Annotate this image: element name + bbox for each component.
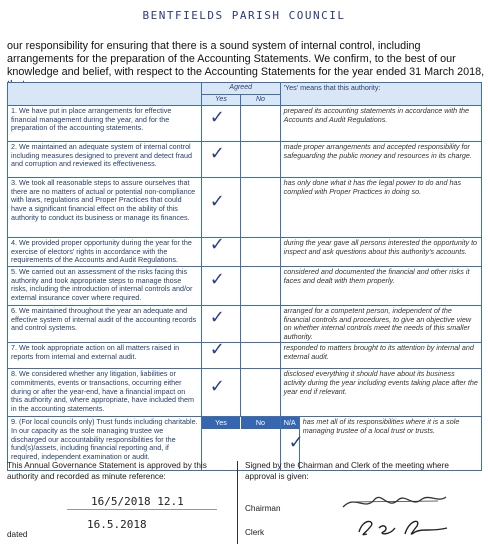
row-means: considered and documented the financial and other risks it faces and dealt with them properly. xyxy=(280,266,481,305)
row9-no: No xyxy=(241,417,279,429)
row9-yes: Yes xyxy=(202,417,241,429)
row-statement: 2. We maintained an adequate system of internal control including measures designed to prevent and detect fraud and corruption and reviewed its effectiveness. xyxy=(8,142,202,178)
row-statement: 3. We took all reasonable steps to assure ourselves that there are no matters of actual or potential non-compliance with laws, regulations and Proper Practices that could have a significant financial effect on the ability of this authority to conduct its business or manage its finances. xyxy=(8,178,202,238)
table-row xyxy=(8,369,482,417)
check-mark-icon: ✓ xyxy=(209,376,225,398)
intro-paragraph: our responsibility for ensuring that there is a sound system of internal control, including arrangements for the preparation of the Accounting Statements. We confirm, to the best of our knowledge and belief, with respect to the Accounting Statements for the year ended 31 March 2018, xyxy=(7,40,485,78)
table-row xyxy=(8,178,482,238)
yes-header: Yes xyxy=(201,94,241,106)
table-row xyxy=(8,343,482,369)
table-row xyxy=(8,106,482,142)
yes-cell xyxy=(201,106,241,142)
row9-options-inner xyxy=(202,417,280,429)
no-cell xyxy=(241,238,280,267)
row9-na: N/A xyxy=(281,417,299,429)
footer-left xyxy=(7,461,232,539)
no-cell xyxy=(241,343,280,369)
yes-cell xyxy=(201,339,241,369)
row-statement: 8. We considered whether any litigation, liabilities or commitments, events or transactions, occurring either during or after the year-end, have a financial impact on this authority and, where appropriate, have included them in the accounting statements. xyxy=(8,369,202,417)
chairman-label: Chairman xyxy=(245,504,281,513)
clerk-signature xyxy=(353,514,453,538)
check-mark-icon: ✓ xyxy=(209,143,225,165)
row-means: arranged for a competent person, independent of the financial controls and procedures, to give an objective view on whether internal controls meet the needs of this smaller authority. xyxy=(280,305,481,342)
table-row xyxy=(8,238,482,267)
row-means: made proper arrangements and accepted responsibility for safeguarding the public money and resources in its charge. xyxy=(280,142,481,178)
signature-area xyxy=(245,482,475,544)
approval-text: This Annual Governance Statement is approved by this authority and recorded as minute reference: xyxy=(7,461,207,481)
chairman-signature xyxy=(340,490,450,512)
table-row xyxy=(8,142,482,178)
row-statement: 7. We took appropriate action on all matters raised in reports from internal and external audit. xyxy=(8,343,202,369)
means-header: 'Yes' means that this authority: xyxy=(280,83,481,106)
no-cell xyxy=(241,142,280,178)
header-blank xyxy=(8,83,202,106)
agreed-header: Agreed xyxy=(201,83,280,95)
footer-divider xyxy=(237,461,238,544)
council-name: BENTFIELDS PARISH COUNCIL xyxy=(142,9,346,22)
check-mark-icon: ✓ xyxy=(209,339,225,361)
dated-value: 16.5.2018 xyxy=(87,517,147,531)
yes-cell xyxy=(201,178,241,238)
no-cell xyxy=(241,106,280,142)
check-mark-icon: ✓ xyxy=(209,107,225,129)
row-means: has met all of its responsibilities where it is a sole managing trustee of a local trust or trusts. xyxy=(302,417,460,435)
check-mark-icon: ✓ xyxy=(209,269,225,291)
minute-reference: 16/5/2018 12.1 xyxy=(91,495,184,508)
footer-right xyxy=(245,461,475,544)
row-statement: 4. We provided proper opportunity during the year for the exercise of electors' rights in accordance with the requirements of the Accounts and Audit Regulations. xyxy=(8,238,202,267)
yes-cell xyxy=(201,266,241,305)
table-header-row xyxy=(8,83,482,95)
row-statement: 9. (For local councils only) Trust funds including charitable. In our capacity as the sole managing trustee we discharged our accountability responsibilities for the fund(s)/assets, including financial reporting and, if required, independent examination or audit. xyxy=(8,417,202,471)
check-mark-icon: ✓ xyxy=(209,191,225,213)
check-mark-icon: ✓ xyxy=(209,306,225,328)
dated-label: dated xyxy=(7,529,28,539)
no-header: No xyxy=(241,94,280,106)
minute-line xyxy=(67,509,217,510)
signed-text: Signed by the Chairman and Clerk of the meeting where approval is given: xyxy=(245,461,449,481)
row-means: prepared its accounting statements in accordance with the Accounts and Audit Regulations. xyxy=(280,106,481,142)
clerk-label: Clerk xyxy=(245,528,265,537)
yes-cell xyxy=(201,305,241,342)
row-statement: 5. We carried out an assessment of the risks facing this authority and took appropriate steps to manage those risks, including the introduction of internal controls and/or external insurance cover where required. xyxy=(8,266,202,305)
table-row xyxy=(8,305,482,342)
row-statement: 1. We have put in place arrangements for effective financial management during the year, and for the preparation of the accounting statements. xyxy=(8,106,202,142)
no-cell xyxy=(241,369,280,417)
no-cell xyxy=(241,266,280,305)
check-mark-icon: ✓ xyxy=(288,432,304,454)
row-means: has only done what it has the legal power to do and has complied with Proper Practices in doing so. xyxy=(280,178,481,238)
yes-cell xyxy=(201,369,241,417)
yes-cell xyxy=(201,234,241,267)
governance-table xyxy=(7,82,482,471)
table-row xyxy=(8,266,482,305)
no-cell xyxy=(241,178,280,238)
row-statement: 6. We maintained throughout the year an adequate and effective system of internal audit of the accounting records and control systems. xyxy=(8,305,202,342)
row-means: responded to matters brought to its attention by internal and external audit. xyxy=(280,343,481,369)
yes-cell xyxy=(201,142,241,178)
check-mark-icon: ✓ xyxy=(209,234,225,256)
row-means: disclosed everything it should have about its business activity during the year including events taking place after the year end if relevant. xyxy=(280,369,481,417)
no-cell xyxy=(241,305,280,342)
row-means: during the year gave all persons interested the opportunity to inspect and ask questions about this authority's accounts. xyxy=(280,238,481,267)
